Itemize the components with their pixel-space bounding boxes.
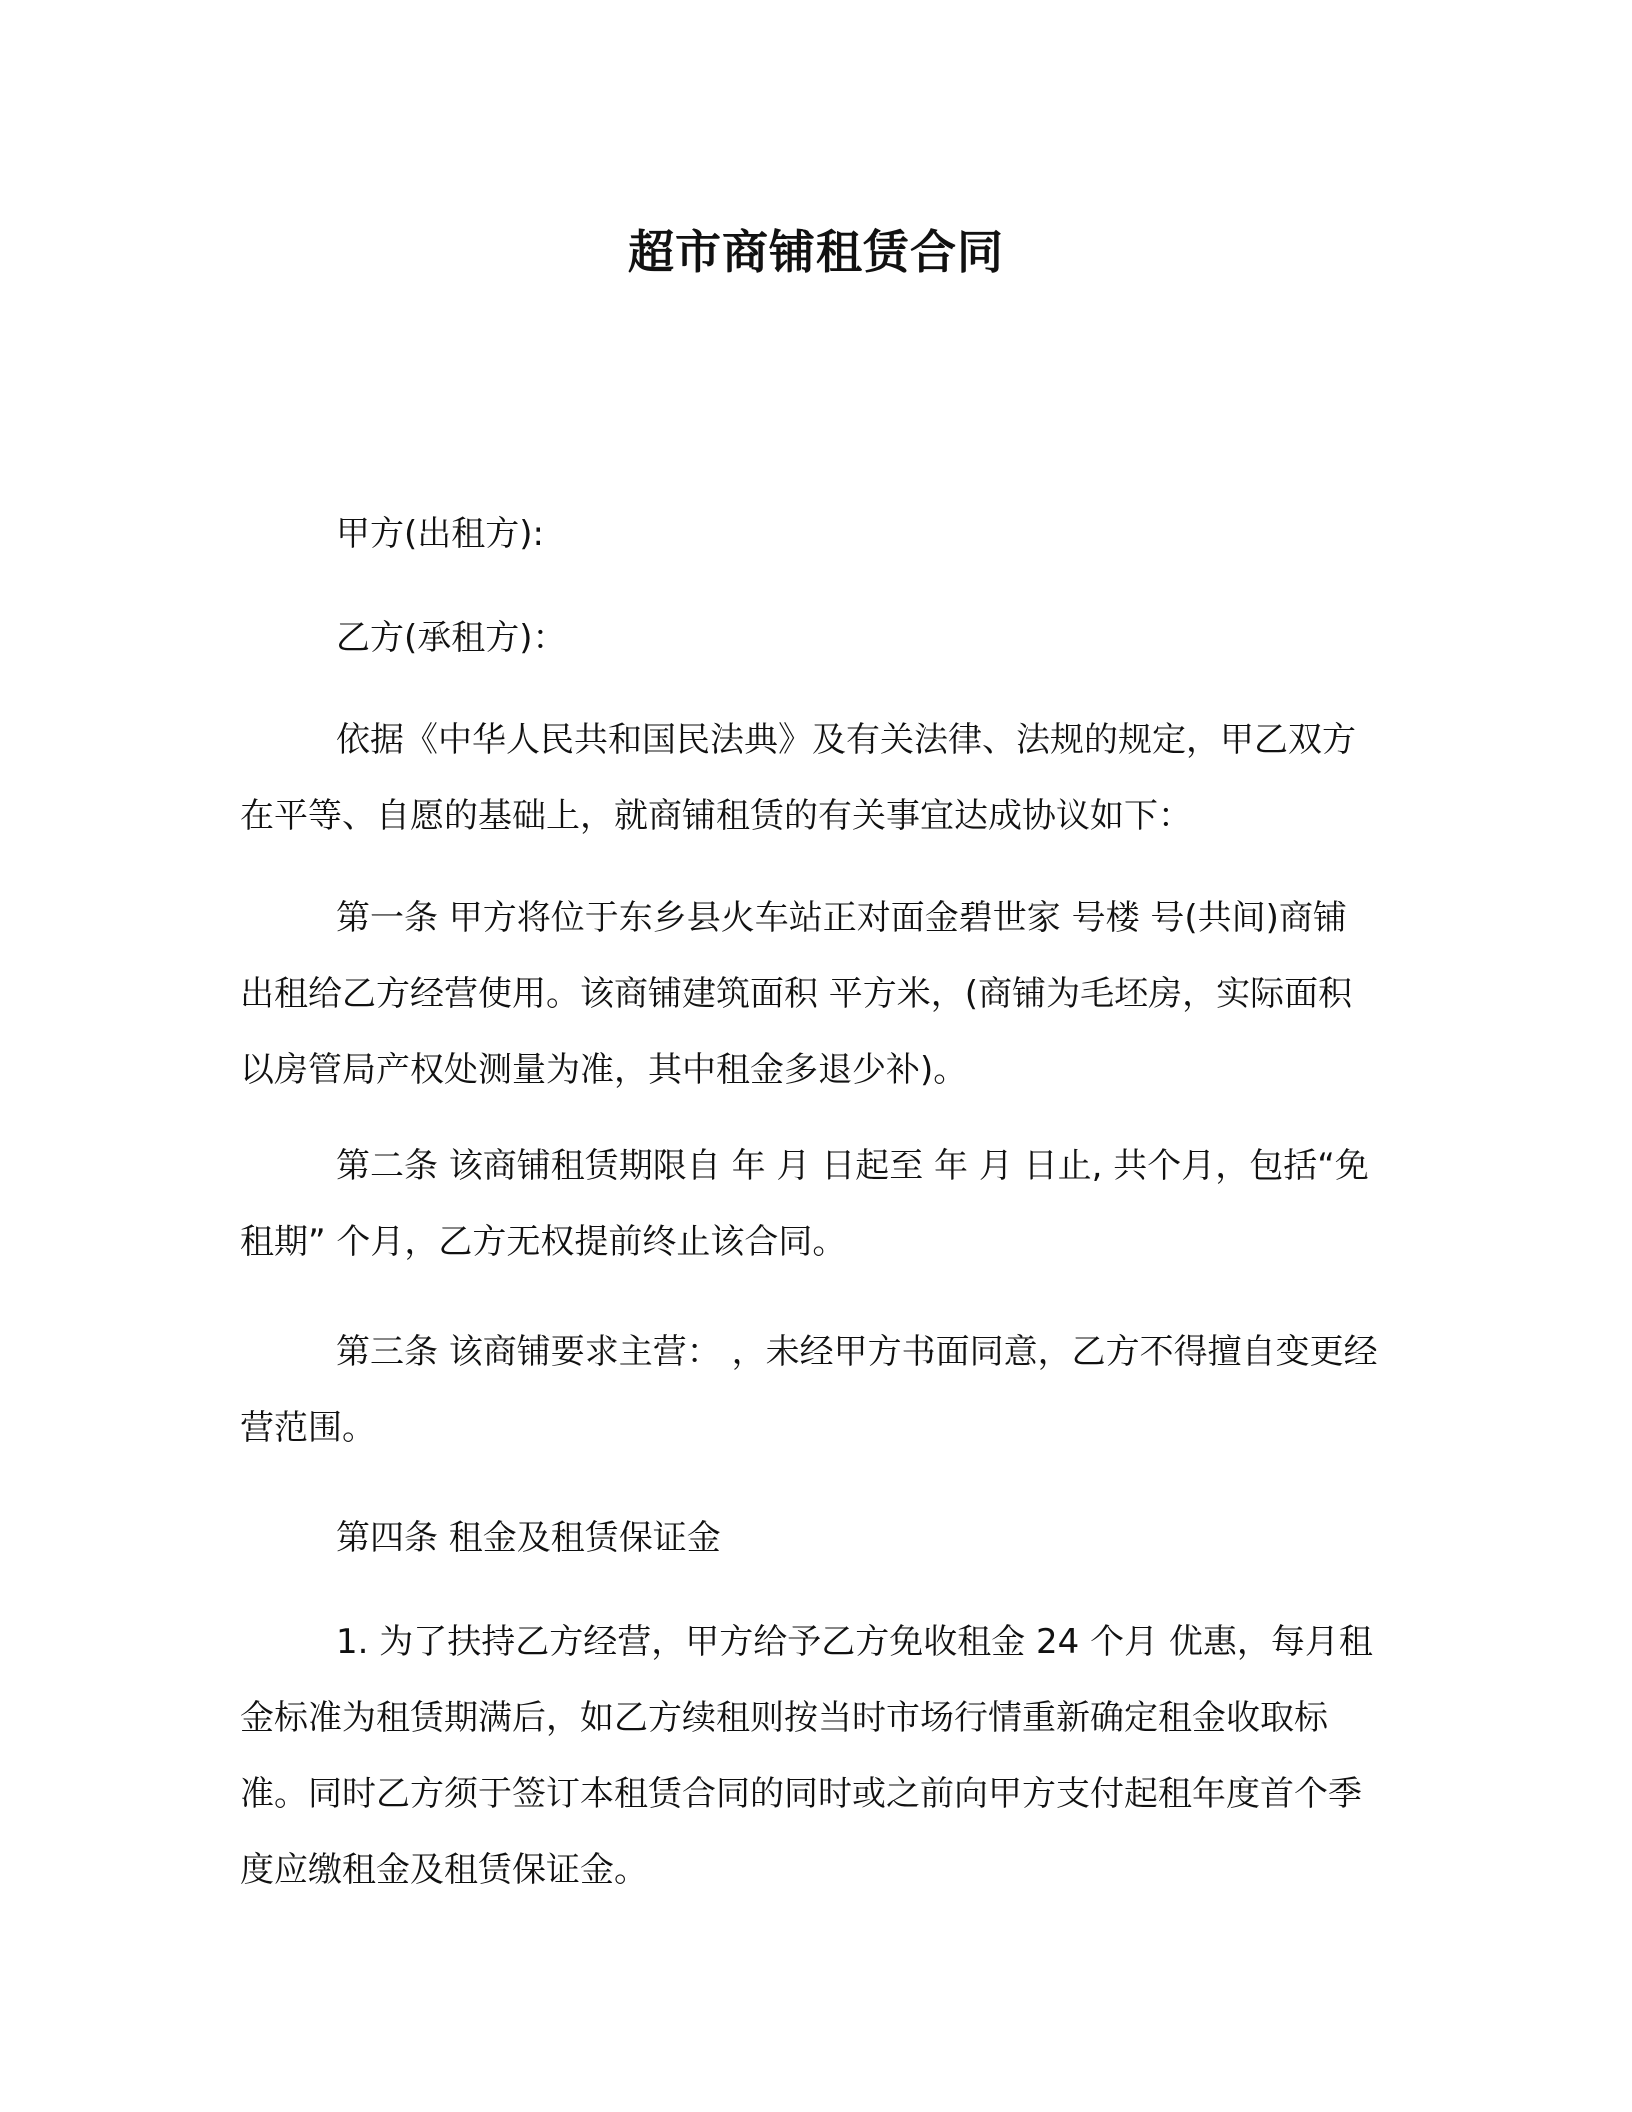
contract-title: 超市商铺租赁合同	[628, 225, 1004, 279]
article-4-heading: 第四条 租金及租赁保证金	[336, 1518, 721, 1558]
article-3-paragraph: 第三条 该商铺要求主营： ，未经甲方书面同意，乙方不得擅自变更经营范围。	[240, 1332, 1378, 1448]
article-1-paragraph: 第一条 甲方将位于东乡县火车站正对面金碧世家 号楼 号(共间)商铺出租给乙方经营使用。该商铺建筑面积 平方米，(商铺为毛坯房，实际面积以房管局产权处测量为准，其中租金多退少补)。	[240, 898, 1353, 1090]
article-2-paragraph: 第二条 该商铺租赁期限自 年 月 日起至 年 月 日止, 共个月，包括“免租期” 个月，乙方无权提前终止该合同。	[240, 1146, 1369, 1262]
party-b-line: 乙方(承租方)：	[336, 618, 567, 658]
article-4-item-1-paragraph: 1. 为了扶持乙方经营，甲方给予乙方免收租金 24 个月 优惠，每月租金标准为租赁期满后，如乙方续租则按当时市场行情重新确定租金收取标准。同时乙方须于签订本租赁合同的同时或之前向甲方支付起租年度首个季度应缴租金及租赁保证金。	[240, 1622, 1373, 1890]
party-a-line: 甲方(出租方):	[336, 514, 544, 554]
preamble-paragraph: 依据《中华人民共和国民法典》及有关法律、法规的规定，甲乙双方在平等、自愿的基础上，就商铺租赁的有关事宜达成协议如下：	[240, 720, 1356, 836]
